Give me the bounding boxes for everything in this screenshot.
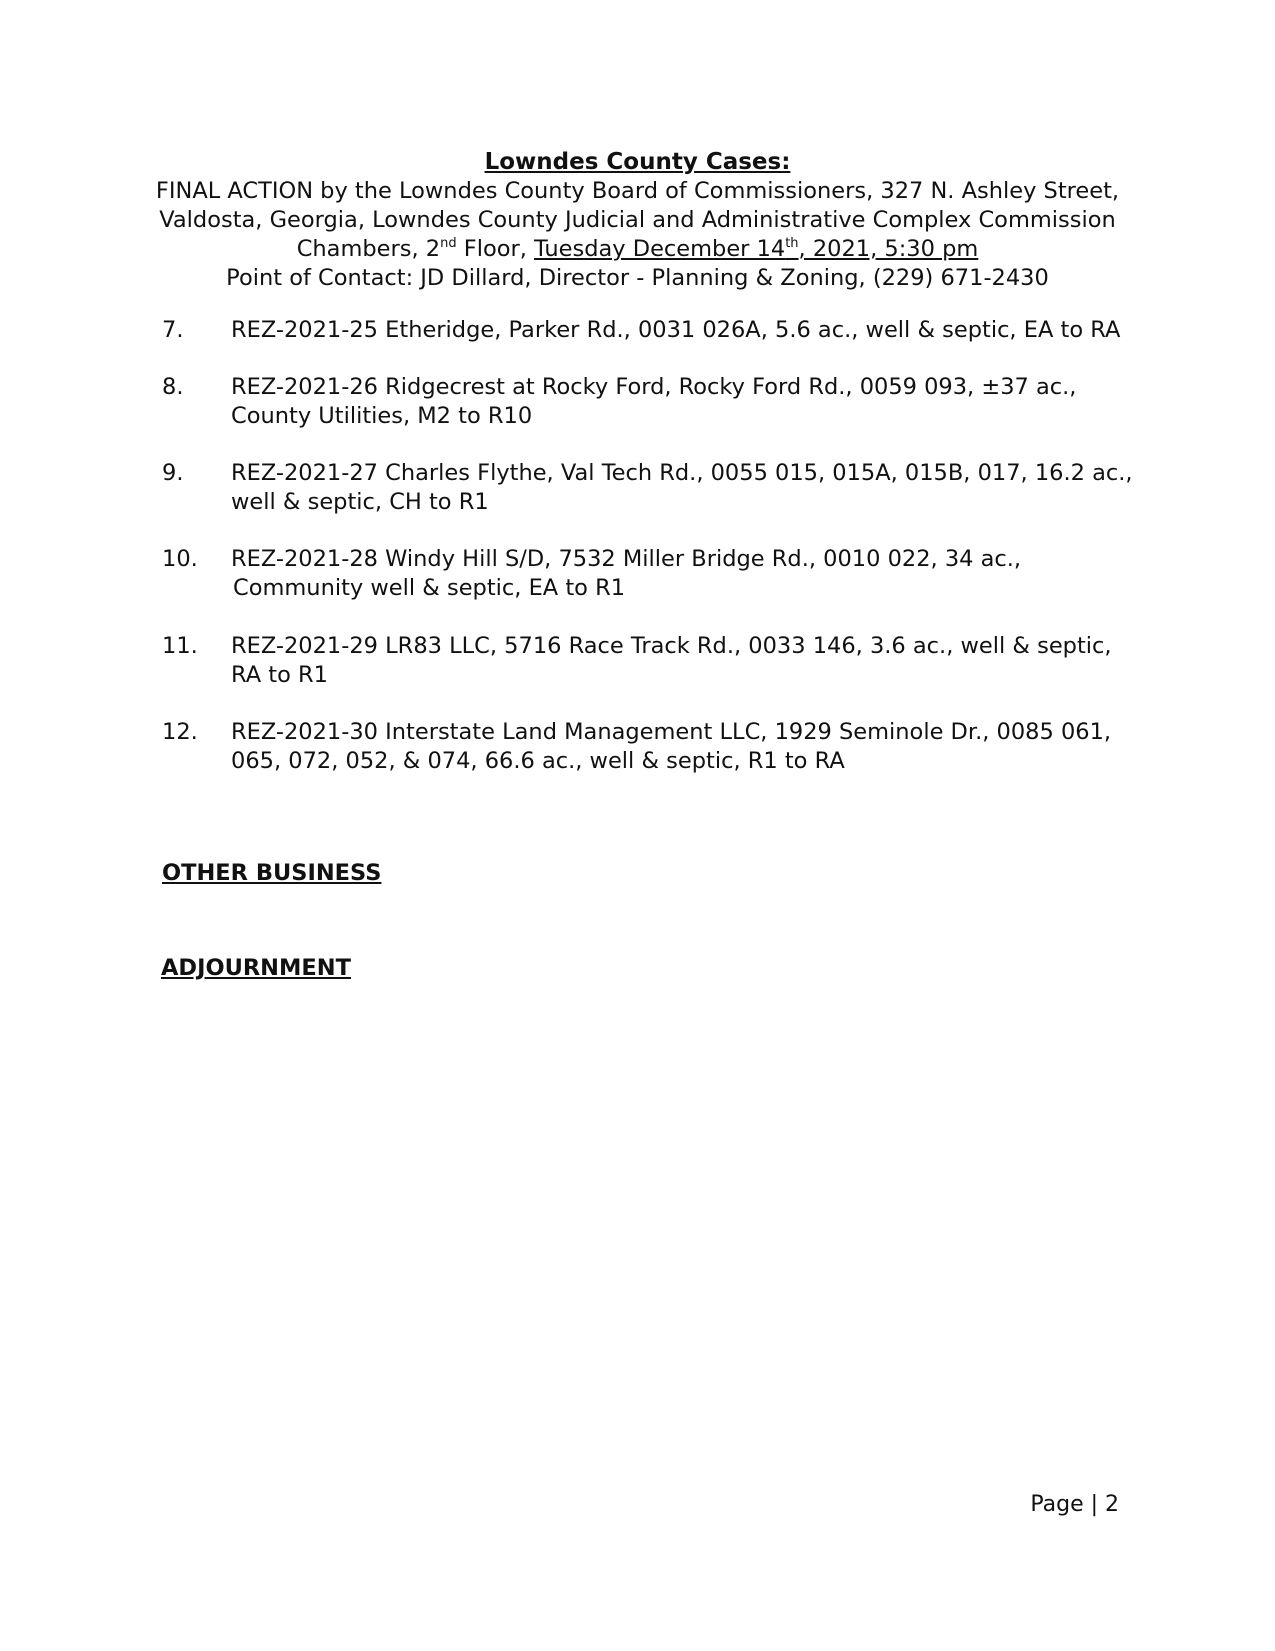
cases-header	[0, 148, 1275, 293]
case-line-1: REZ-2021-30 Interstate Land Management LLC, 1929 Seminole Dr., 0085 061,	[231, 719, 1112, 745]
case-number: 10.	[162, 546, 198, 572]
meeting-date-suffix: th	[785, 236, 799, 251]
case-number: 7.	[162, 317, 184, 343]
case-line-1: REZ-2021-25 Etheridge, Parker Rd., 0031 026A, 5.6 ac., well & septic, EA to RA	[231, 317, 1121, 343]
adjournment-heading: ADJOURNMENT	[161, 955, 351, 981]
case-line-2: RA to R1	[231, 662, 328, 688]
page-number: Page | 2	[1030, 1492, 1119, 1517]
point-of-contact: Point of Contact: JD Dillard, Director - Planning & Zoning, (229) 671-2430	[226, 265, 1049, 291]
case-number: 11.	[162, 633, 198, 659]
case-line-1: REZ-2021-29 LR83 LLC, 5716 Race Track Rd., 0033 146, 3.6 ac., well & septic,	[231, 633, 1112, 659]
other-business-heading: OTHER BUSINESS	[162, 860, 382, 886]
case-item-9	[162, 459, 1133, 517]
floor-ordinal-suffix: nd	[440, 236, 457, 251]
floor-text: Floor,	[456, 236, 535, 262]
chambers-text: Chambers, 2	[296, 236, 441, 262]
case-line-1: REZ-2021-28 Windy Hill S/D, 7532 Miller Bridge Rd., 0010 022, 34 ac.,	[231, 546, 1022, 572]
final-action-line-2: Valdosta, Georgia, Lowndes County Judicial and Administrative Complex Commission	[159, 207, 1116, 233]
case-line-2: Community well & septic, EA to R1	[233, 575, 626, 601]
final-action-line-3	[0, 235, 1275, 264]
meeting-date-time: , 2021, 5:30 pm	[798, 236, 979, 262]
case-line-1: REZ-2021-26 Ridgecrest at Rocky Ford, Rocky Ford Rd., 0059 093, ±37 ac.,	[231, 374, 1077, 400]
case-item-8	[162, 373, 1122, 431]
case-line-2: 065, 072, 052, & 074, 66.6 ac., well & septic, R1 to RA	[231, 748, 845, 774]
cases-title: Lowndes County Cases:	[484, 149, 791, 175]
case-number: 9.	[162, 460, 184, 486]
case-line-1: REZ-2021-27 Charles Flythe, Val Tech Rd., 0055 015, 015A, 015B, 017, 16.2 ac.,	[231, 460, 1133, 486]
meeting-date-day: Tuesday December 14	[534, 236, 786, 262]
case-number: 8.	[162, 374, 184, 400]
meeting-date	[534, 236, 978, 262]
case-item-11	[162, 632, 1122, 690]
case-item-12	[162, 718, 1122, 776]
case-item-10	[162, 545, 1122, 603]
case-number: 12.	[162, 719, 198, 745]
case-line-2: County Utilities, M2 to R10	[231, 403, 533, 429]
case-line-2: well & septic, CH to R1	[231, 489, 489, 515]
final-action-line-1: FINAL ACTION by the Lowndes County Board of Commissioners, 327 N. Ashley Street,	[155, 178, 1120, 204]
case-item-7	[162, 316, 1122, 345]
